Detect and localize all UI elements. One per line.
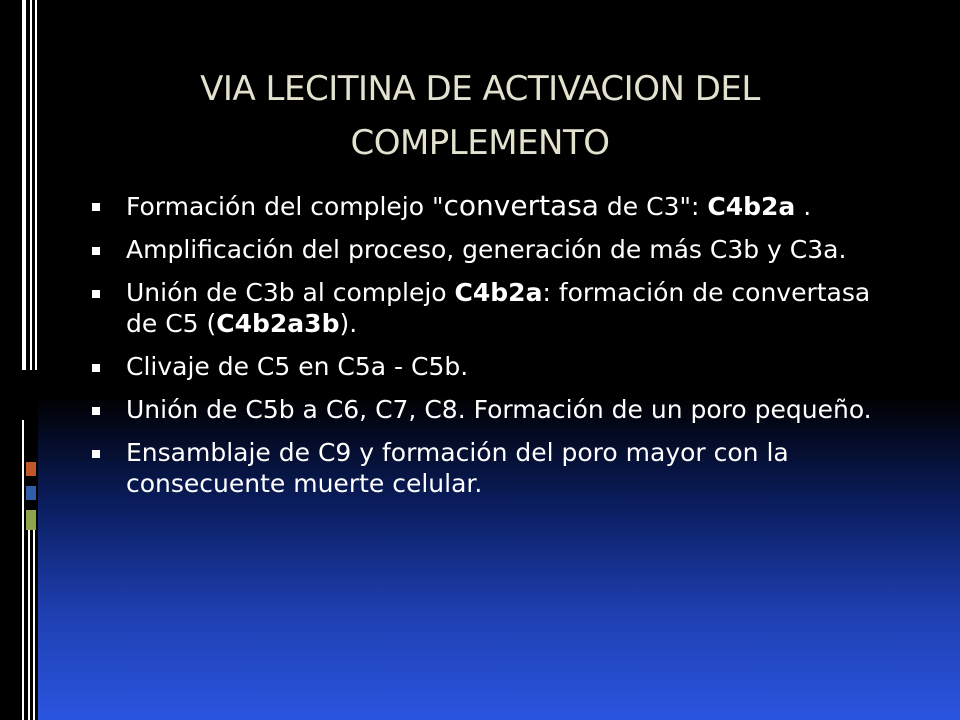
decorative-lines (0, 0, 38, 720)
bullet-square-icon (92, 407, 100, 415)
list-item (86, 394, 906, 425)
item-text: Ensamblaje de C9 y formación del poro mayor con la consecuente muerte celular. (126, 438, 789, 498)
list-item (86, 190, 906, 222)
item-text: Unión de C5b a C6, C7, C8. Formación de un poro pequeño. (126, 395, 872, 424)
decor-square-blue (26, 486, 36, 500)
decor-square-green (26, 510, 36, 530)
bullet-square-icon (92, 290, 100, 298)
item-text: Amplificación del proceso, generación de más C3b y C3a. (126, 235, 847, 264)
bullet-square-icon (92, 247, 100, 255)
item-text-bold: C4b2a (454, 278, 543, 307)
list-item (86, 234, 906, 265)
item-text-emphasis: convertasa (443, 189, 599, 222)
decor-square-orange (26, 462, 36, 476)
bullet-square-icon (92, 364, 100, 372)
list-item (86, 437, 906, 499)
bullet-square-icon (92, 450, 100, 458)
item-text: Clivaje de C5 en C5a - C5b. (126, 352, 469, 381)
item-text: Unión de C3b al complejo (126, 278, 455, 307)
item-text: Formación del complejo " (126, 192, 444, 221)
title-line-2: COMPLEMENTO (350, 123, 610, 163)
item-text-bold: C4b2a3b (216, 309, 340, 338)
title-line-1: VIA LECITINA DE ACTIVACION DEL (200, 69, 760, 109)
list-item (86, 351, 906, 382)
item-text: ). (339, 309, 358, 338)
item-text: de C3": (598, 192, 708, 221)
slide-title (60, 62, 900, 170)
bullet-list (86, 190, 906, 511)
item-text-bold: C4b2a (707, 192, 796, 221)
item-text: . (795, 192, 812, 221)
bullet-square-icon (92, 203, 100, 211)
list-item (86, 277, 906, 339)
item-text: : formación de convertasa de C5 ( (126, 278, 871, 338)
